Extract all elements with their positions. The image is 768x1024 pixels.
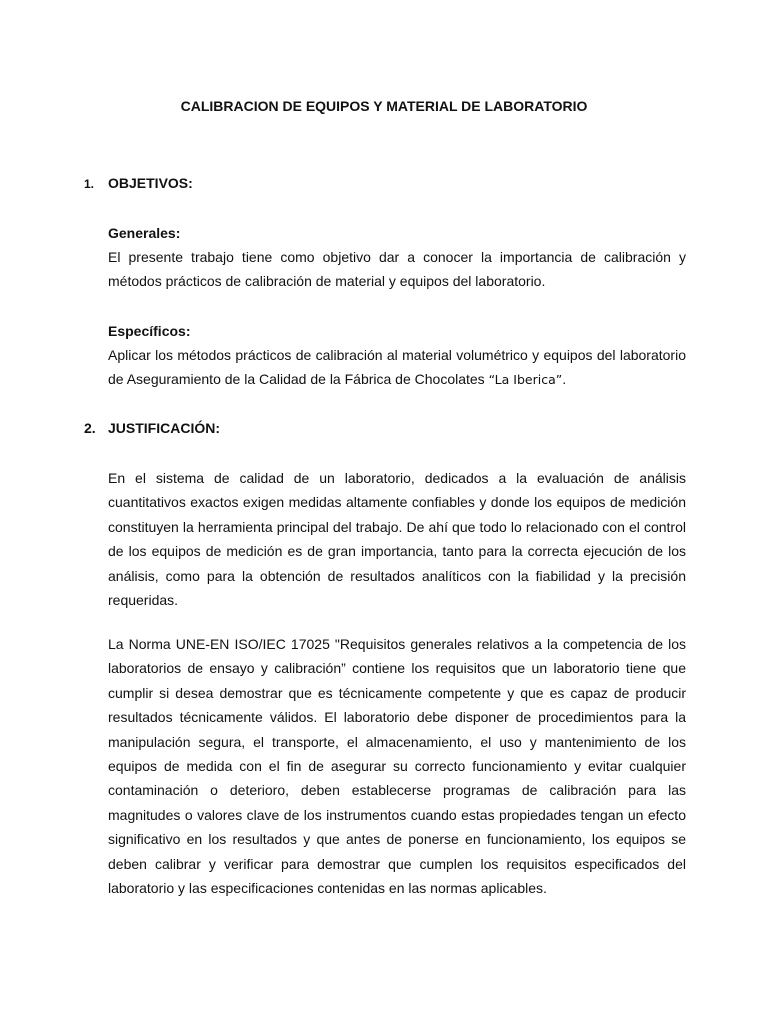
especificos-text: Aplicar los métodos prácticos de calibración al material volumétrico y equipos del laboratorio de Aseguramiento de la Calidad de la Fábrica de Chocolates <box>108 347 686 388</box>
justificacion-paragraph-1: En el sistema de calidad de un laboratorio, dedicados a la evaluación de análisis cuantitativos exactos exigen medidas altamente confiables y donde los equipos de medición constituyen la herramienta principal del trabajo. De ahí que todo lo relacionado con el control de los equipos de medición es de gran importancia, tanto para la correcta ejecución de los análisis, como para la obtención de resultados analíticos con la fiabilidad y la precisión requeridas. <box>108 470 686 609</box>
section-1-heading <box>84 175 193 191</box>
justificacion-paragraph-2: La Norma UNE-EN ISO/IEC 17025 "Requisitos generales relativos a la competencia de los laboratorios de ensayo y calibración” contiene los requisitos que un laboratorio tiene que cumplir si desea demostrar que es técnicamente competente y que es capaz de producir resultados técnicamente válidos. El laboratorio debe disponer de procedimientos para la manipulación segura, el transporte, el almacenamiento, el uso y mantenimiento de los equipos de medida con el fin de asegurar su correcto funcionamiento y evitar cualquier contaminación o deterioro, deben establecerse programas de calibración para las magnitudes o valores clave de los instrumentos cuando estas propiedades tengan un efecto significativo en los resultados y que antes de ponerse en funcionamiento, los equipos se deben calibrar y verificar para demostrar que cumplen los requisitos especificados del laboratorio y las especificaciones contenidas en las normas aplicables. <box>108 636 686 897</box>
section-number: 2. <box>84 420 96 436</box>
especificos-paragraph <box>108 343 686 393</box>
document-title: CALIBRACION DE EQUIPOS Y MATERIAL DE LABORATORIO <box>180 98 588 114</box>
section-title: JUSTIFICACIÓN: <box>108 420 220 436</box>
subsection-especificos-heading: Específicos: <box>108 323 191 339</box>
company-quote: “La Iberica”. <box>488 372 567 388</box>
section-number: 1. <box>84 177 95 191</box>
section-title: OBJETIVOS: <box>108 175 193 191</box>
subsection-generales-heading: Generales: <box>108 225 181 241</box>
section-2-heading <box>84 420 220 436</box>
generales-paragraph: El presente trabajo tiene como objetivo dar a conocer la importancia de calibración y métodos prácticos de calibración de material y equipos del laboratorio. <box>108 249 686 290</box>
